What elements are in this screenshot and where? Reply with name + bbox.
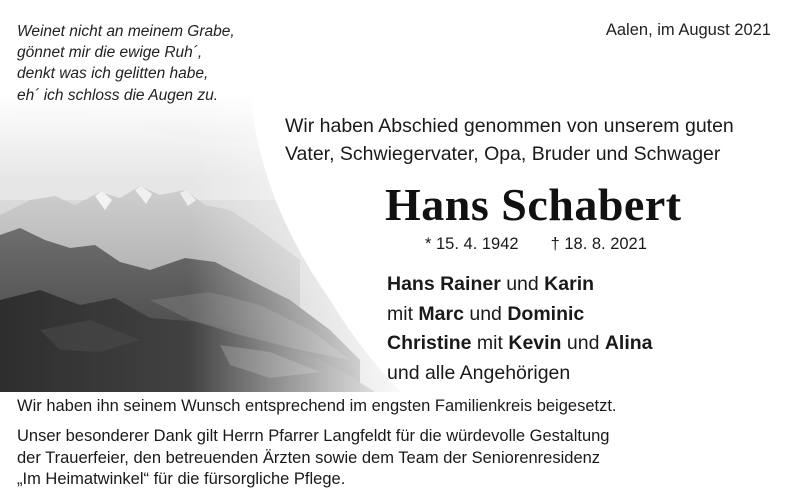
poem-line: Weinet nicht an meinem Grabe,: [17, 23, 235, 40]
thanks-line: Unser besonderer Dank gilt Herrn Pfarrer Langfeldt für die würdevolle Gestaltung: [17, 427, 610, 445]
mourners-line: [387, 329, 653, 359]
poem-line: denkt was ich gelitten habe,: [17, 65, 209, 83]
farewell-poem: [17, 21, 235, 106]
intro-line: Wir haben Abschied genommen von unserem guten: [285, 115, 734, 137]
burial-notice: Wir haben ihn seinem Wunsch entsprechend im engsten Familienkreis beigesetzt.: [17, 397, 617, 415]
thanks-line: der Trauerfeier, den betreuenden Ärzten sowie dem Team der Seniorenresidenz: [17, 448, 601, 467]
mourner-name: Dominic: [507, 302, 585, 325]
mourners-line: [387, 300, 653, 330]
mourners-list: [387, 270, 653, 388]
conjunction: mit: [387, 302, 419, 325]
mourner-name: Christine: [387, 332, 472, 354]
mourner-name: Hans Rainer: [387, 273, 501, 295]
poem-line: eh´ ich schloss die Augen zu.: [17, 86, 219, 104]
thanks-text: [17, 426, 609, 491]
mourners-line: [387, 270, 653, 300]
intro-line: Vater, Schwiegervater, Opa, Bruder und Schwager: [285, 143, 721, 165]
conjunction: und: [500, 273, 545, 295]
conjunction: und: [561, 332, 605, 354]
place-date: Aalen, im August 2021: [605, 21, 771, 39]
mourner-name: Kevin: [508, 332, 562, 354]
thanks-line: „Im Heimatwinkel“ für die fürsorgliche Pflege.: [17, 470, 346, 488]
conjunction: mit: [471, 332, 509, 354]
mourner-name: Marc: [418, 302, 464, 325]
birth-date: * 15. 4. 1942: [425, 235, 519, 253]
deceased-name: Hans Schabert: [385, 179, 682, 230]
mourner-name: Alina: [604, 332, 653, 354]
death-date: † 18. 8. 2021: [550, 235, 647, 253]
life-dates: [425, 235, 647, 254]
mourners-line: und alle Angehörigen: [387, 361, 571, 384]
conjunction: und: [463, 302, 508, 325]
intro-text: [285, 112, 734, 168]
poem-line: gönnet mir die ewige Ruh´,: [17, 44, 203, 62]
mourner-name: Karin: [544, 273, 595, 295]
